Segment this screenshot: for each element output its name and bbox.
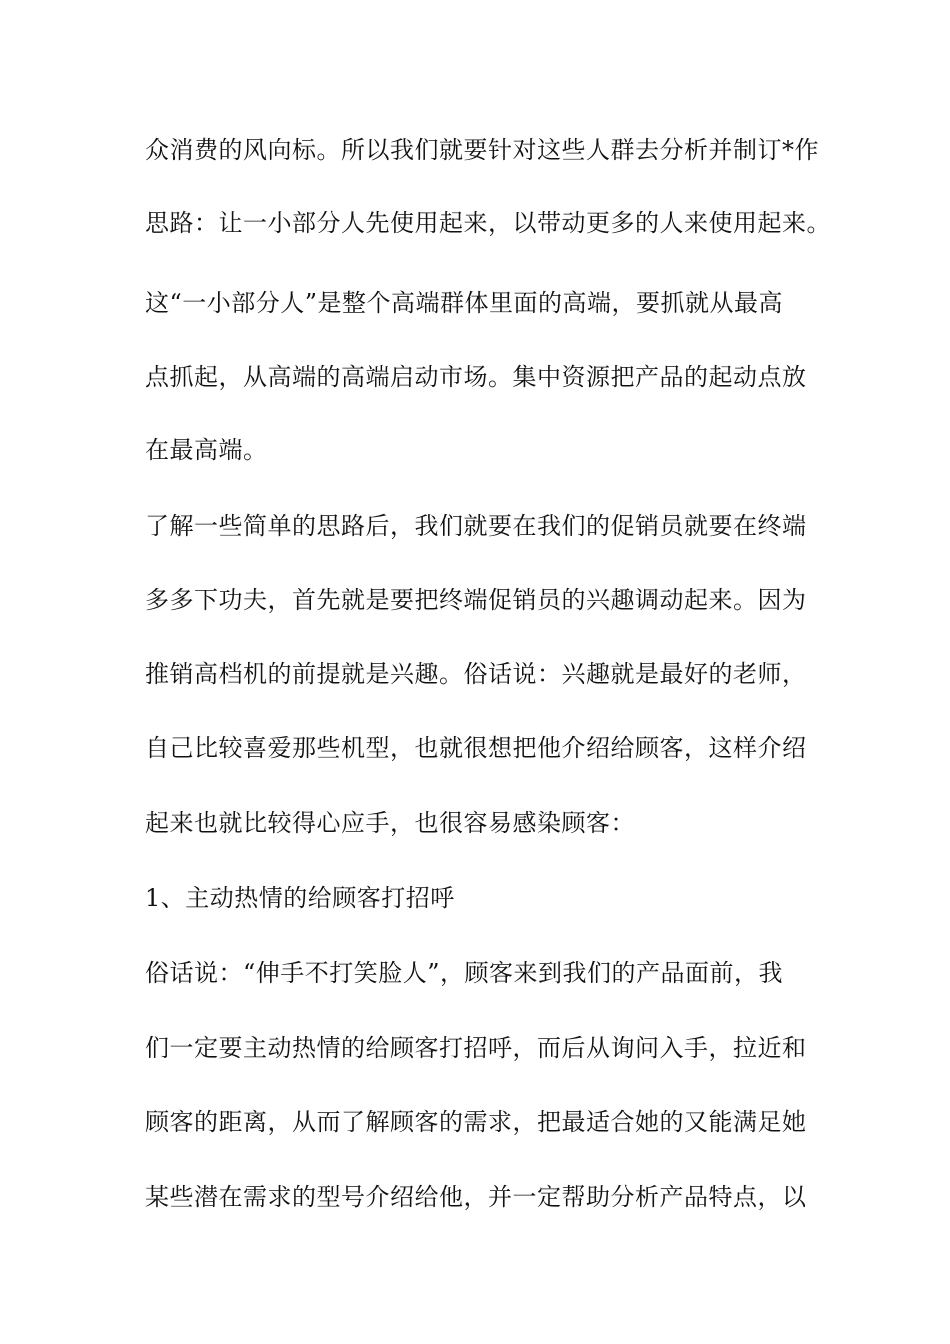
text-line: 了解一些简单的思路后，我们就要在我们的促销员就要在终端: [145, 512, 807, 540]
text-line: 这“一小部分人”是整个高端群体里面的高端，要抓就从最高: [145, 289, 784, 317]
text-line: 众消费的风向标。所以我们就要针对这些人群去分析并制订*作: [145, 136, 819, 164]
list-item-heading: 1、主动热情的给顾客打招呼: [145, 884, 455, 912]
text-line: 自己比较喜爱那些机型，也就很想把他介绍给顾客，这样介绍: [145, 734, 807, 762]
text-line: 点抓起，从高端的高端启动市场。集中资源把产品的起动点放: [145, 363, 807, 391]
text-line: 在最高端。: [145, 436, 268, 464]
text-line: 起来也就比较得心应手，也很容易感染顾客：: [145, 809, 635, 837]
text-line: 思路：让一小部分人先使用起来，以带动更多的人来使用起来。: [145, 209, 831, 237]
text-line: 多多下功夫，首先就是要把终端促销员的兴趣调动起来。因为: [145, 586, 807, 614]
text-line: 某些潜在需求的型号介绍给他，并一定帮助分析产品特点，以: [145, 1183, 807, 1211]
text-line: 顾客的距离，从而了解顾客的需求，把最适合她的又能满足她: [145, 1108, 807, 1136]
text-line: 们一定要主动热情的给顾客打招呼，而后从询问入手，拉近和: [145, 1034, 807, 1062]
text-line: 推销高档机的前提就是兴趣。俗话说：兴趣就是最好的老师，: [145, 660, 807, 688]
text-line: 俗话说：“伸手不打笑脸人”，顾客来到我们的产品面前，我: [145, 959, 784, 987]
